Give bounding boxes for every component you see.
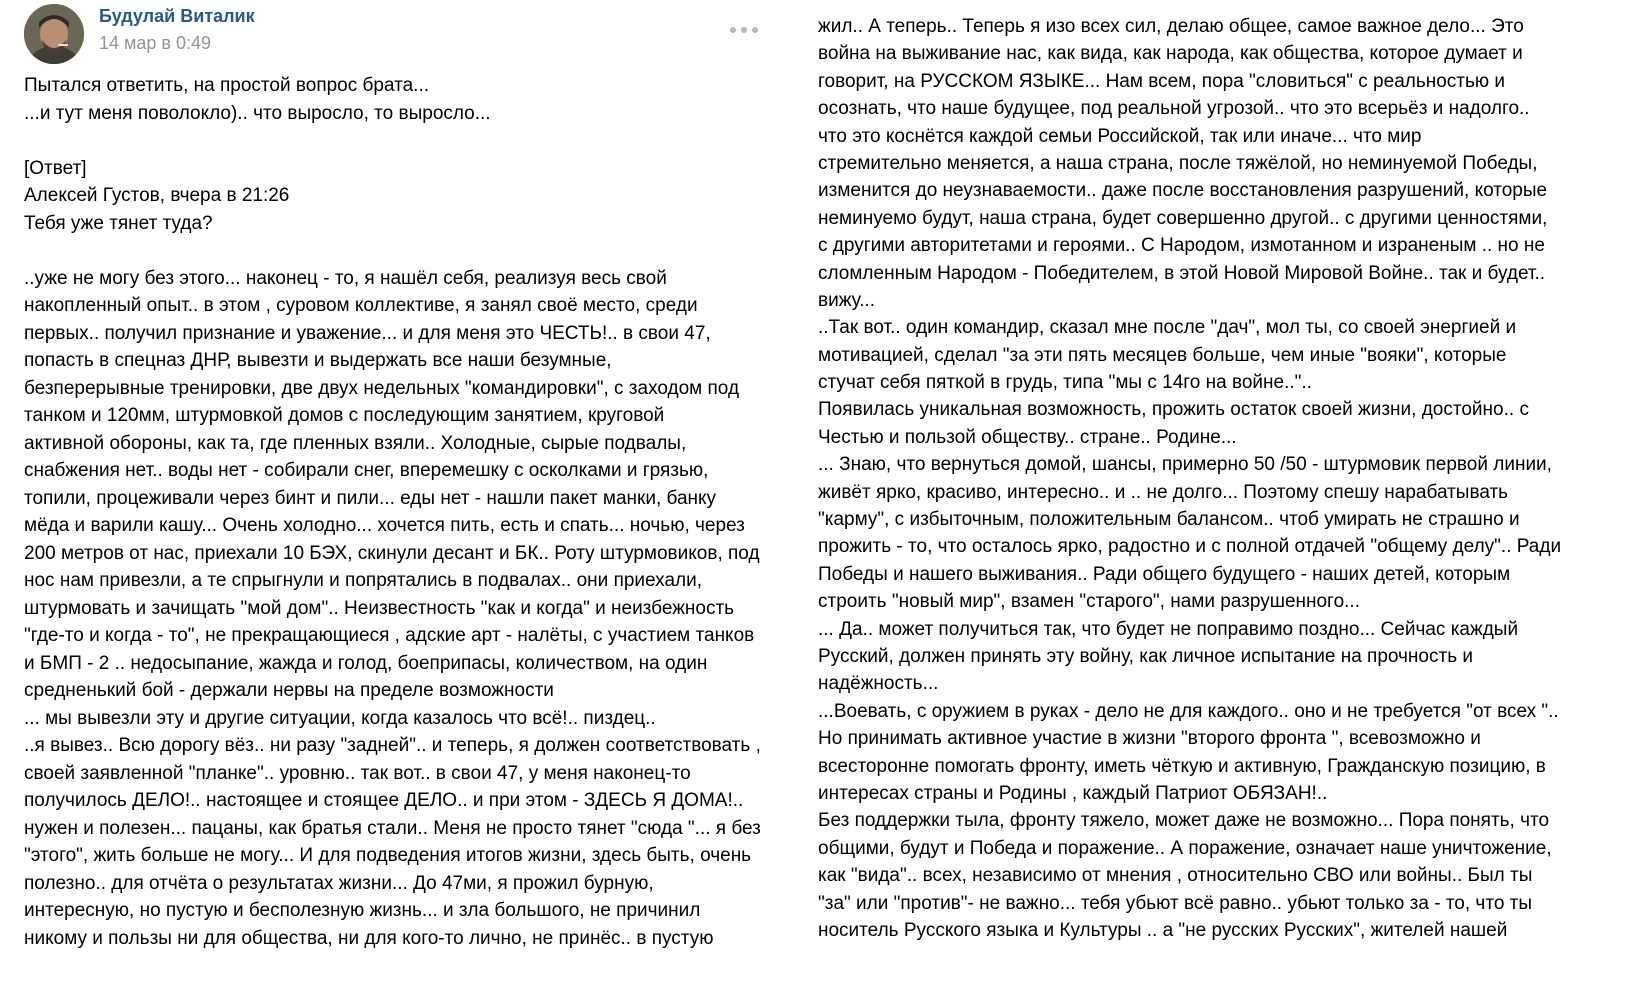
post-column-left [0,0,790,992]
post-text-line: попасть в спецназ ДНР, вывезти и выдержать все наши безумные, [24,350,612,371]
post-text-line: активной обороны, как та, где пленных взяли.. Холодные, сырые подвалы, [24,432,687,454]
post-text-line: ... мы вывезли эту и другие ситуации, когда казалось что всё!.. пиздец.. [24,707,656,729]
post-text-line: "карму", с избыточным, положительным балансом.. чтоб умирать не страшно и [818,509,1520,531]
post-text-line: получилось ДЕЛО!.. настоящее и стоящее ДЕЛО.. и при этом - ЗДЕСЬ Я ДОМА!.. [24,790,744,811]
post-text-line: Но принимать активное участие в жизни "второго фронта ", всевозможно и [818,728,1481,750]
post-text-line: нужен и полезен... пацаны, как братья стали.. Меня не просто тянет "сюда "... я без [24,817,761,839]
post-text-line: средненький бой - держали нервы на пределе возможности [24,680,554,701]
post-text-line: штурмовать и зачищать "мой дом".. Неизвестность "как и когда" и неизбежность [24,597,735,619]
post-text-line: ...Воевать, с оружием в руках - дело не для каждого.. оно и не требуется "от всех ".. [818,700,1559,722]
ellipsis-dot [730,27,736,33]
post-text-line: мёда и варили кашу... Очень холодно... хочется пить, есть и спать... ночью, через [24,515,745,536]
post-text-line: стремительно меняется, а наша страна, после тяжёлой, но неминуемой Победы, [818,152,1538,174]
post-text-line: и БМП - 2 .. недосыпание, жажда и голод, боеприпасы, количеством, на один [24,652,708,674]
post-text-line: с другими авторитетами и героями.. С Народом, измотанном и израненым .. но не [818,235,1545,257]
avatar-photo [24,4,84,64]
post-text-line: "где-то и когда - то", не прекращающиеся , адские арт - налёты, с участием танков [24,625,755,646]
post-text-part-2 [818,13,1618,944]
post-text-line: Тебя уже тянет туда? [24,212,213,234]
post-text-line: Появилась уникальная возможность, прожить остаток своей жизни, достойно.. с [818,399,1529,421]
post-text-line: интересах страны и Родины , каждый Патриот ОБЯЗАН!.. [818,782,1328,804]
post-text-line: Пытался ответить, на простой вопрос брата... [24,75,430,96]
post-text-line: прожить - то, что осталось ярко, радостно и с полной отдачей "общему делу".. Ради [818,536,1562,558]
post-text-line: ... Знаю, что вернуться домой, шансы, примерно 50 /50 - штурмовик первой линии, [818,454,1552,476]
post-text-line: Победы и нашего выживания.. Ради общего будущего - наших детей, которым [818,563,1511,585]
post-text-line: "за" или "против"- не важно... тебя убьют всё равно.. убьют только за - то, что ты [818,892,1533,914]
post-text-line: никому и пользы ни для общества, ни для кого-то лично, не принёс.. в пустую [24,927,714,949]
avatar[interactable] [24,4,84,64]
post-text-line: мотивацией, сделал "за эти пять месяцев больше, чем иные "вояки", которые [818,344,1507,366]
post-text-line: 200 метров от нас, приехали 10 БЭХ, скинули десант и БК.. Роту штурмовиков, под [24,542,760,564]
ellipsis-dot [752,27,758,33]
post-text-line: неминуемо будут, наша страна, будет совершенно другой.. с другими ценностями, [818,207,1548,229]
post-text-line: изменится до неузнаваемости.. даже после восстановления разрушений, которые [818,180,1548,202]
post-text-part-1 [24,72,784,952]
post-text-line: стучат себя пяткой в грудь, типа "мы с 14го на войне..".. [818,372,1312,394]
post-text-line: Алексей Густов, вчера в 21:26 [24,185,290,206]
post-date-link[interactable]: 14 мар в 0:49 [99,33,212,53]
post-text-line: носитель Русского языка и Культуры .. а "не русских Русских", жителей нашей [818,919,1508,941]
post-text-line: живёт ярко, красиво, интересно.. и .. не долго... Поэтому спешу нарабатывать [818,481,1509,503]
post-text-line: ..я вывез.. Всю дорогу вёз.. ни разу "задней".. и теперь, я должен соответствовать , [24,735,761,756]
post-text-line: жил.. А теперь.. Теперь я изо всех сил, делаю общее, самое важное дело... Это [818,16,1524,37]
post-text-line: полезно.. для отчёта о результатах жизни... До 47ми, я прожил бурную, [24,872,654,894]
post-text-line: осознать, что наше будущее, под реальной угрозой.. что это всерьёз и надолго.. [818,98,1530,120]
post-text-line: Без поддержки тыла, фронту тяжело, может даже не возможно... Пора понять, что [818,810,1550,832]
post-text-line: ... Да.. может получиться так, что будет не поправимо поздно... Сейчас каждый [818,618,1519,640]
ellipsis-icon[interactable] [730,20,758,40]
post-text-line: сломленным Народом - Победителем, в этой Новой Мировой Войне.. так и будет.. [818,262,1546,284]
post-text-line: что это коснётся каждой семьи Российской, так или иначе... что мир [818,125,1422,147]
author-name-link[interactable]: Будулай Виталик [99,6,255,26]
post-text-line: война на выживание нас, как вида, как народа, как общества, которое думает и [818,43,1523,65]
post-text-line: вижу... [818,289,876,311]
post-text-line: безперерывные тренировки, две двух недельных "командировки", с заходом под [24,377,740,399]
post-text-line: первых.. получил признание и уважение... и для меня это ЧЕСТЬ!.. в свои 47, [24,322,711,344]
post-text-line: Честью и пользой обществу.. стране.. Родине... [818,426,1237,448]
post-text-line: "этого", жить больше не могу... И для подведения итогов жизни, здесь быть, очень [24,845,752,866]
post-text-line: надёжность... [818,673,939,695]
post-text-line: ..уже не могу без этого... наконец - то, я нашёл себя, реализуя весь свой [24,267,667,289]
post-text-line: как "вида".. всех, независимо от мнения , относительно СВО или войны.. Был ты [818,865,1533,887]
post-text-line: своей заявленной "планке".. уровню.. так вот.. в свои 47, у меня наконец-то [24,762,691,784]
post-text-line: ...и тут меня поволокло).. что выросло, то выросло... [24,102,491,124]
post-text-line: общими, будут и Победа и поражение.. А поражение, означает наше уничтожение, [818,837,1552,859]
post-text-line: нос нам привезли, а те спрыгнули и попрятались в подвалах.. они приехали, [24,570,703,591]
post-text-line: танком и 120мм, штурмовкой домов с последующим занятием, круговой [24,405,665,426]
post-text-line: говорит, на РУССКОМ ЯЗЫКЕ... Нам всем, пора "словиться" с реальностью и [818,70,1506,92]
post-text-line: [Ответ] [24,157,87,179]
post-text-line [24,237,784,265]
post-text-line: накопленный опыт.. в этом , суровом коллективе, я занял своё место, среди [24,295,698,316]
ellipsis-dot [741,27,747,33]
post-text-line: всесторонне помогать фронту, иметь чёткую и активную, Гражданскую позицию, в [818,755,1546,777]
post-text-line: интересную, но пустую и бесполезную жизнь... и зла большого, не причинил [24,900,701,921]
post-text-line: ..Так вот.. один командир, сказал мне после "дач", мол ты, со своей энергией и [818,317,1517,339]
post-text-line [24,127,784,155]
post-text-line: строить "новый мир", взамен "старого", нами разрушенного... [818,591,1360,613]
post-text-line: Русский, должен принять эту войну, как личное испытание на прочность и [818,645,1473,667]
post-text-line: топили, процеживали через бинт и пили... еды нет - нашли пакет манки, банку [24,487,717,509]
post-text-line: снабжения нет.. воды нет - собирали снег, вперемешку с осколками и грязью, [24,460,709,481]
